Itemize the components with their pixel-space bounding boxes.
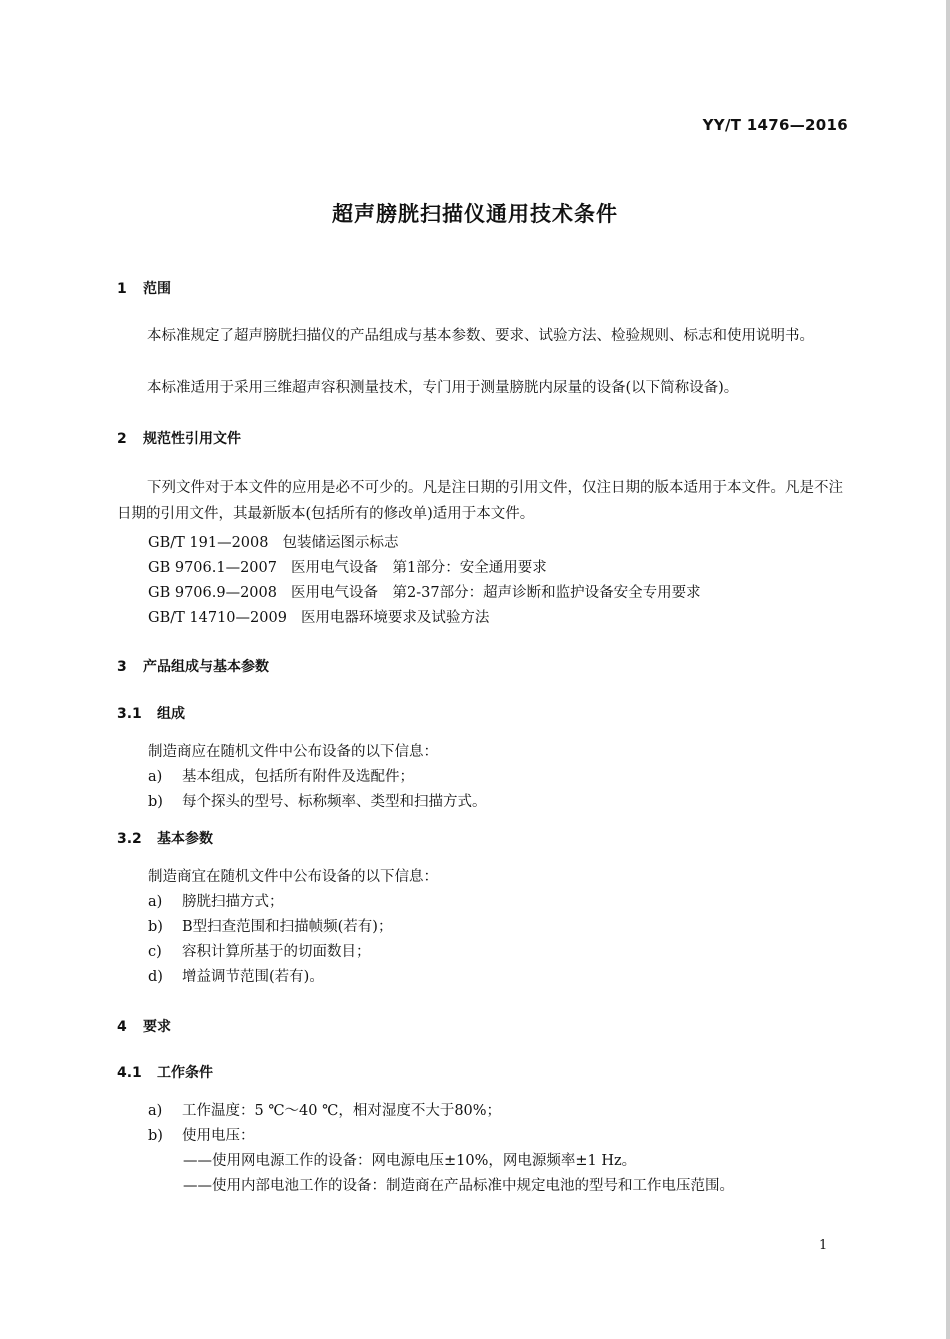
section-1-para-2 bbox=[117, 375, 850, 401]
item-label: b) bbox=[148, 794, 163, 810]
section-title: 规范性引用文件 bbox=[143, 431, 241, 447]
section-1-para-1 bbox=[117, 323, 850, 349]
list-item bbox=[148, 965, 324, 986]
section-number: 3 bbox=[117, 659, 127, 675]
item-label: d) bbox=[148, 969, 163, 985]
dash-item: ——使用内部电池工作的设备：制造商在产品标准中规定电池的型号和工作电压范围。 bbox=[183, 1178, 734, 1194]
item-label: a) bbox=[148, 769, 163, 785]
subsection-3-1-heading bbox=[117, 703, 185, 723]
reference-title: 医用电器环境要求及试验方法 bbox=[300, 610, 490, 626]
item-text: 每个探头的型号、标称频率、类型和扫描方式。 bbox=[182, 794, 487, 810]
subsection-3-2-heading bbox=[117, 828, 213, 848]
list-item bbox=[148, 1099, 501, 1120]
list-item bbox=[148, 940, 371, 961]
dash-item: ——使用网电源工作的设备：网电源电压±10%，网电源频率±1 Hz。 bbox=[183, 1153, 637, 1169]
item-text: 容积计算所基于的切面数目； bbox=[182, 944, 371, 960]
item-text: 增益调节范围(若有)。 bbox=[182, 969, 324, 985]
section-number: 3.2 bbox=[117, 831, 142, 847]
reference-item bbox=[148, 531, 398, 552]
item-label: b) bbox=[148, 919, 163, 935]
reference-item bbox=[148, 606, 489, 627]
section-title: 基本参数 bbox=[157, 831, 213, 847]
list-item bbox=[148, 915, 392, 936]
item-text: 工作温度：5 ℃～40 ℃，相对湿度不大于80%； bbox=[182, 1103, 502, 1119]
list-item bbox=[148, 790, 487, 811]
section-title: 要求 bbox=[143, 1019, 171, 1035]
section-number: 4 bbox=[117, 1019, 127, 1035]
section-4-heading bbox=[117, 1016, 171, 1036]
list-item bbox=[148, 1124, 255, 1145]
item-text: 使用电压： bbox=[182, 1128, 255, 1144]
reference-title: 医用电气设备 第2-37部分：超声诊断和监护设备安全专用要求 bbox=[291, 585, 701, 601]
reference-code: GB/T 191—2008 bbox=[148, 535, 269, 551]
item-label: b) bbox=[148, 1128, 163, 1144]
section-title: 组成 bbox=[157, 706, 185, 722]
reference-title: 医用电气设备 第1部分：安全通用要求 bbox=[291, 560, 547, 576]
section-3-heading bbox=[117, 656, 269, 676]
reference-title: 包装储运图示标志 bbox=[282, 535, 399, 551]
list-item bbox=[148, 890, 284, 911]
item-text: 基本组成，包括所有附件及选配件； bbox=[182, 769, 414, 785]
section-number: 2 bbox=[117, 431, 127, 447]
list-item bbox=[148, 765, 414, 786]
item-text: B型扫查范围和扫描帧频(若有)； bbox=[182, 919, 393, 935]
subsection-intro: 制造商宜在随机文件中公布设备的以下信息： bbox=[148, 869, 438, 885]
section-2-heading bbox=[117, 428, 241, 448]
reference-code: GB 9706.1—2007 bbox=[148, 560, 277, 576]
section-number: 1 bbox=[117, 281, 127, 297]
section-title: 范围 bbox=[143, 281, 171, 297]
subsection-4-1-heading bbox=[117, 1062, 213, 1082]
section-number: 3.1 bbox=[117, 706, 142, 722]
standard-number: YY/T 1476—2016 bbox=[702, 116, 848, 134]
reference-code: GB/T 14710—2009 bbox=[148, 610, 287, 626]
reference-code: GB 9706.9—2008 bbox=[148, 585, 277, 601]
section-title: 工作条件 bbox=[157, 1065, 213, 1081]
subsection-intro: 制造商应在随机文件中公布设备的以下信息： bbox=[148, 744, 438, 760]
section-title: 产品组成与基本参数 bbox=[143, 659, 269, 675]
section-1-heading bbox=[117, 278, 171, 298]
section-2-para bbox=[117, 475, 850, 527]
paragraph-text: 本标准规定了超声膀胱扫描仪的产品组成与基本参数、要求、试验方法、检验规则、标志和使用说明书。 bbox=[147, 328, 814, 344]
section-number: 4.1 bbox=[117, 1065, 142, 1081]
reference-item bbox=[148, 556, 547, 577]
paragraph-text: 本标准适用于采用三维超声容积测量技术，专门用于测量膀胱内尿量的设备(以下简称设备)。 bbox=[147, 380, 739, 396]
item-label: c) bbox=[148, 944, 162, 960]
reference-item bbox=[148, 581, 701, 602]
item-label: a) bbox=[148, 1103, 163, 1119]
page-number: 1 bbox=[819, 1238, 828, 1253]
document-title: 超声膀胱扫描仪通用技术条件 bbox=[332, 202, 618, 226]
item-text: 膀胱扫描方式； bbox=[182, 894, 284, 910]
paragraph-text: 下列文件对于本文件的应用是必不可少的。凡是注日期的引用文件，仅注日期的版本适用于本文件。凡是不注日期的引用文件，其最新版本(包括所有的修改单)适用于本文件。 bbox=[117, 480, 843, 522]
item-label: a) bbox=[148, 894, 163, 910]
